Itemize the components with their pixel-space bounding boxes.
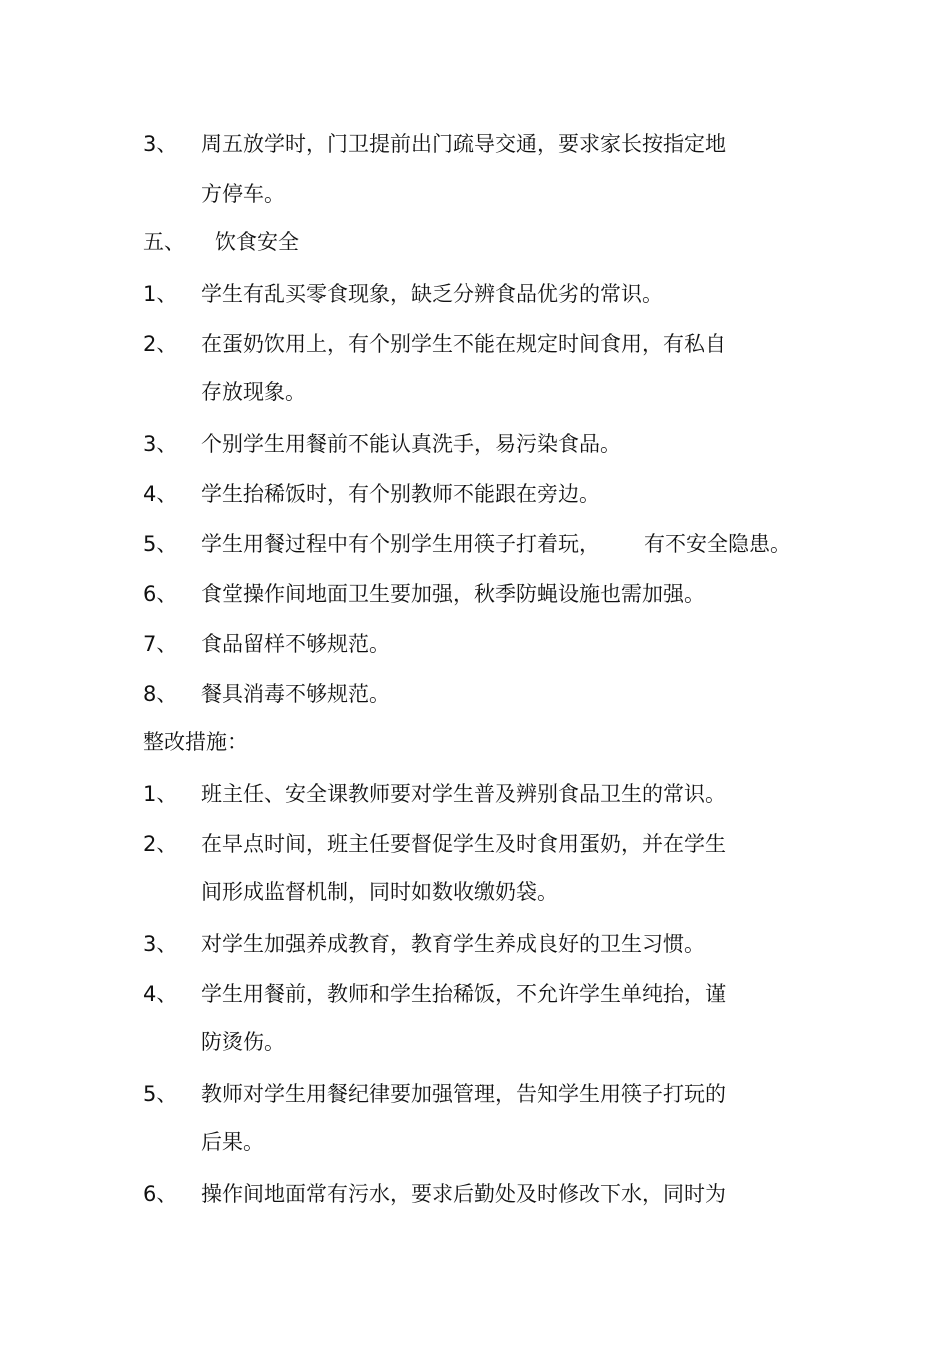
item-text-continuation: 后果。 — [201, 1130, 264, 1154]
item-text-continuation: 防烫伤。 — [201, 1030, 285, 1054]
item-text: 食堂操作间地面卫生要加强，秋季防蝇设施也需加强。 — [201, 582, 705, 606]
item-text: 学生抬稀饭时，有个别教师不能跟在旁边。 — [201, 482, 600, 506]
item-text: 在早点时间，班主任要督促学生及时食用蛋奶，并在学生 — [201, 832, 726, 856]
item-text-part: 有不安全隐患。 — [644, 532, 791, 556]
item-number: 1、 — [143, 282, 178, 306]
item-text: 个别学生用餐前不能认真洗手，易污染食品。 — [201, 432, 621, 456]
item-text — [201, 531, 791, 557]
item-text-continuation: 间形成监督机制，同时如数收缴奶袋。 — [201, 880, 558, 904]
item-text-part: 学生用餐过程中有个别学生用筷子打着玩， — [201, 532, 600, 556]
item-text: 学生有乱买零食现象，缺乏分辨食品优劣的常识。 — [201, 282, 663, 306]
item-number: 6、 — [143, 582, 178, 606]
item-number: 1、 — [143, 782, 178, 806]
item-text: 教师对学生用餐纪律要加强管理，告知学生用筷子打玩的 — [201, 1082, 726, 1106]
item-text-continuation: 方停车。 — [201, 182, 285, 206]
item-text: 班主任、安全课教师要对学生普及辨别食品卫生的常识。 — [201, 782, 726, 806]
item-number: 5、 — [143, 532, 178, 556]
item-number: 3、 — [143, 432, 178, 456]
item-text: 周五放学时，门卫提前出门疏导交通，要求家长按指定地 — [201, 132, 726, 156]
item-number: 3、 — [143, 932, 178, 956]
item-number: 4、 — [143, 482, 178, 506]
item-number: 2、 — [143, 332, 178, 356]
item-number: 7、 — [143, 632, 178, 656]
item-number: 3、 — [143, 132, 178, 156]
item-text: 学生用餐前，教师和学生抬稀饭，不允许学生单纯抬，谨 — [201, 982, 726, 1006]
item-text: 食品留样不够规范。 — [201, 632, 390, 656]
item-number: 8、 — [143, 682, 178, 706]
item-number: 4、 — [143, 982, 178, 1006]
item-text: 餐具消毒不够规范。 — [201, 682, 390, 706]
item-text: 在蛋奶饮用上，有个别学生不能在规定时间食用，有私自 — [201, 332, 726, 356]
item-number: 5、 — [143, 1082, 178, 1106]
measures-heading: 整改措施： — [143, 730, 248, 754]
item-text: 对学生加强养成教育，教育学生养成良好的卫生习惯。 — [201, 932, 705, 956]
section-number: 五、 — [143, 230, 185, 254]
item-number: 2、 — [143, 832, 178, 856]
section-heading: 饮食安全 — [215, 230, 299, 254]
item-text-continuation: 存放现象。 — [201, 380, 306, 404]
item-text: 操作间地面常有污水，要求后勤处及时修改下水，同时为 — [201, 1182, 726, 1206]
item-number: 6、 — [143, 1182, 178, 1206]
